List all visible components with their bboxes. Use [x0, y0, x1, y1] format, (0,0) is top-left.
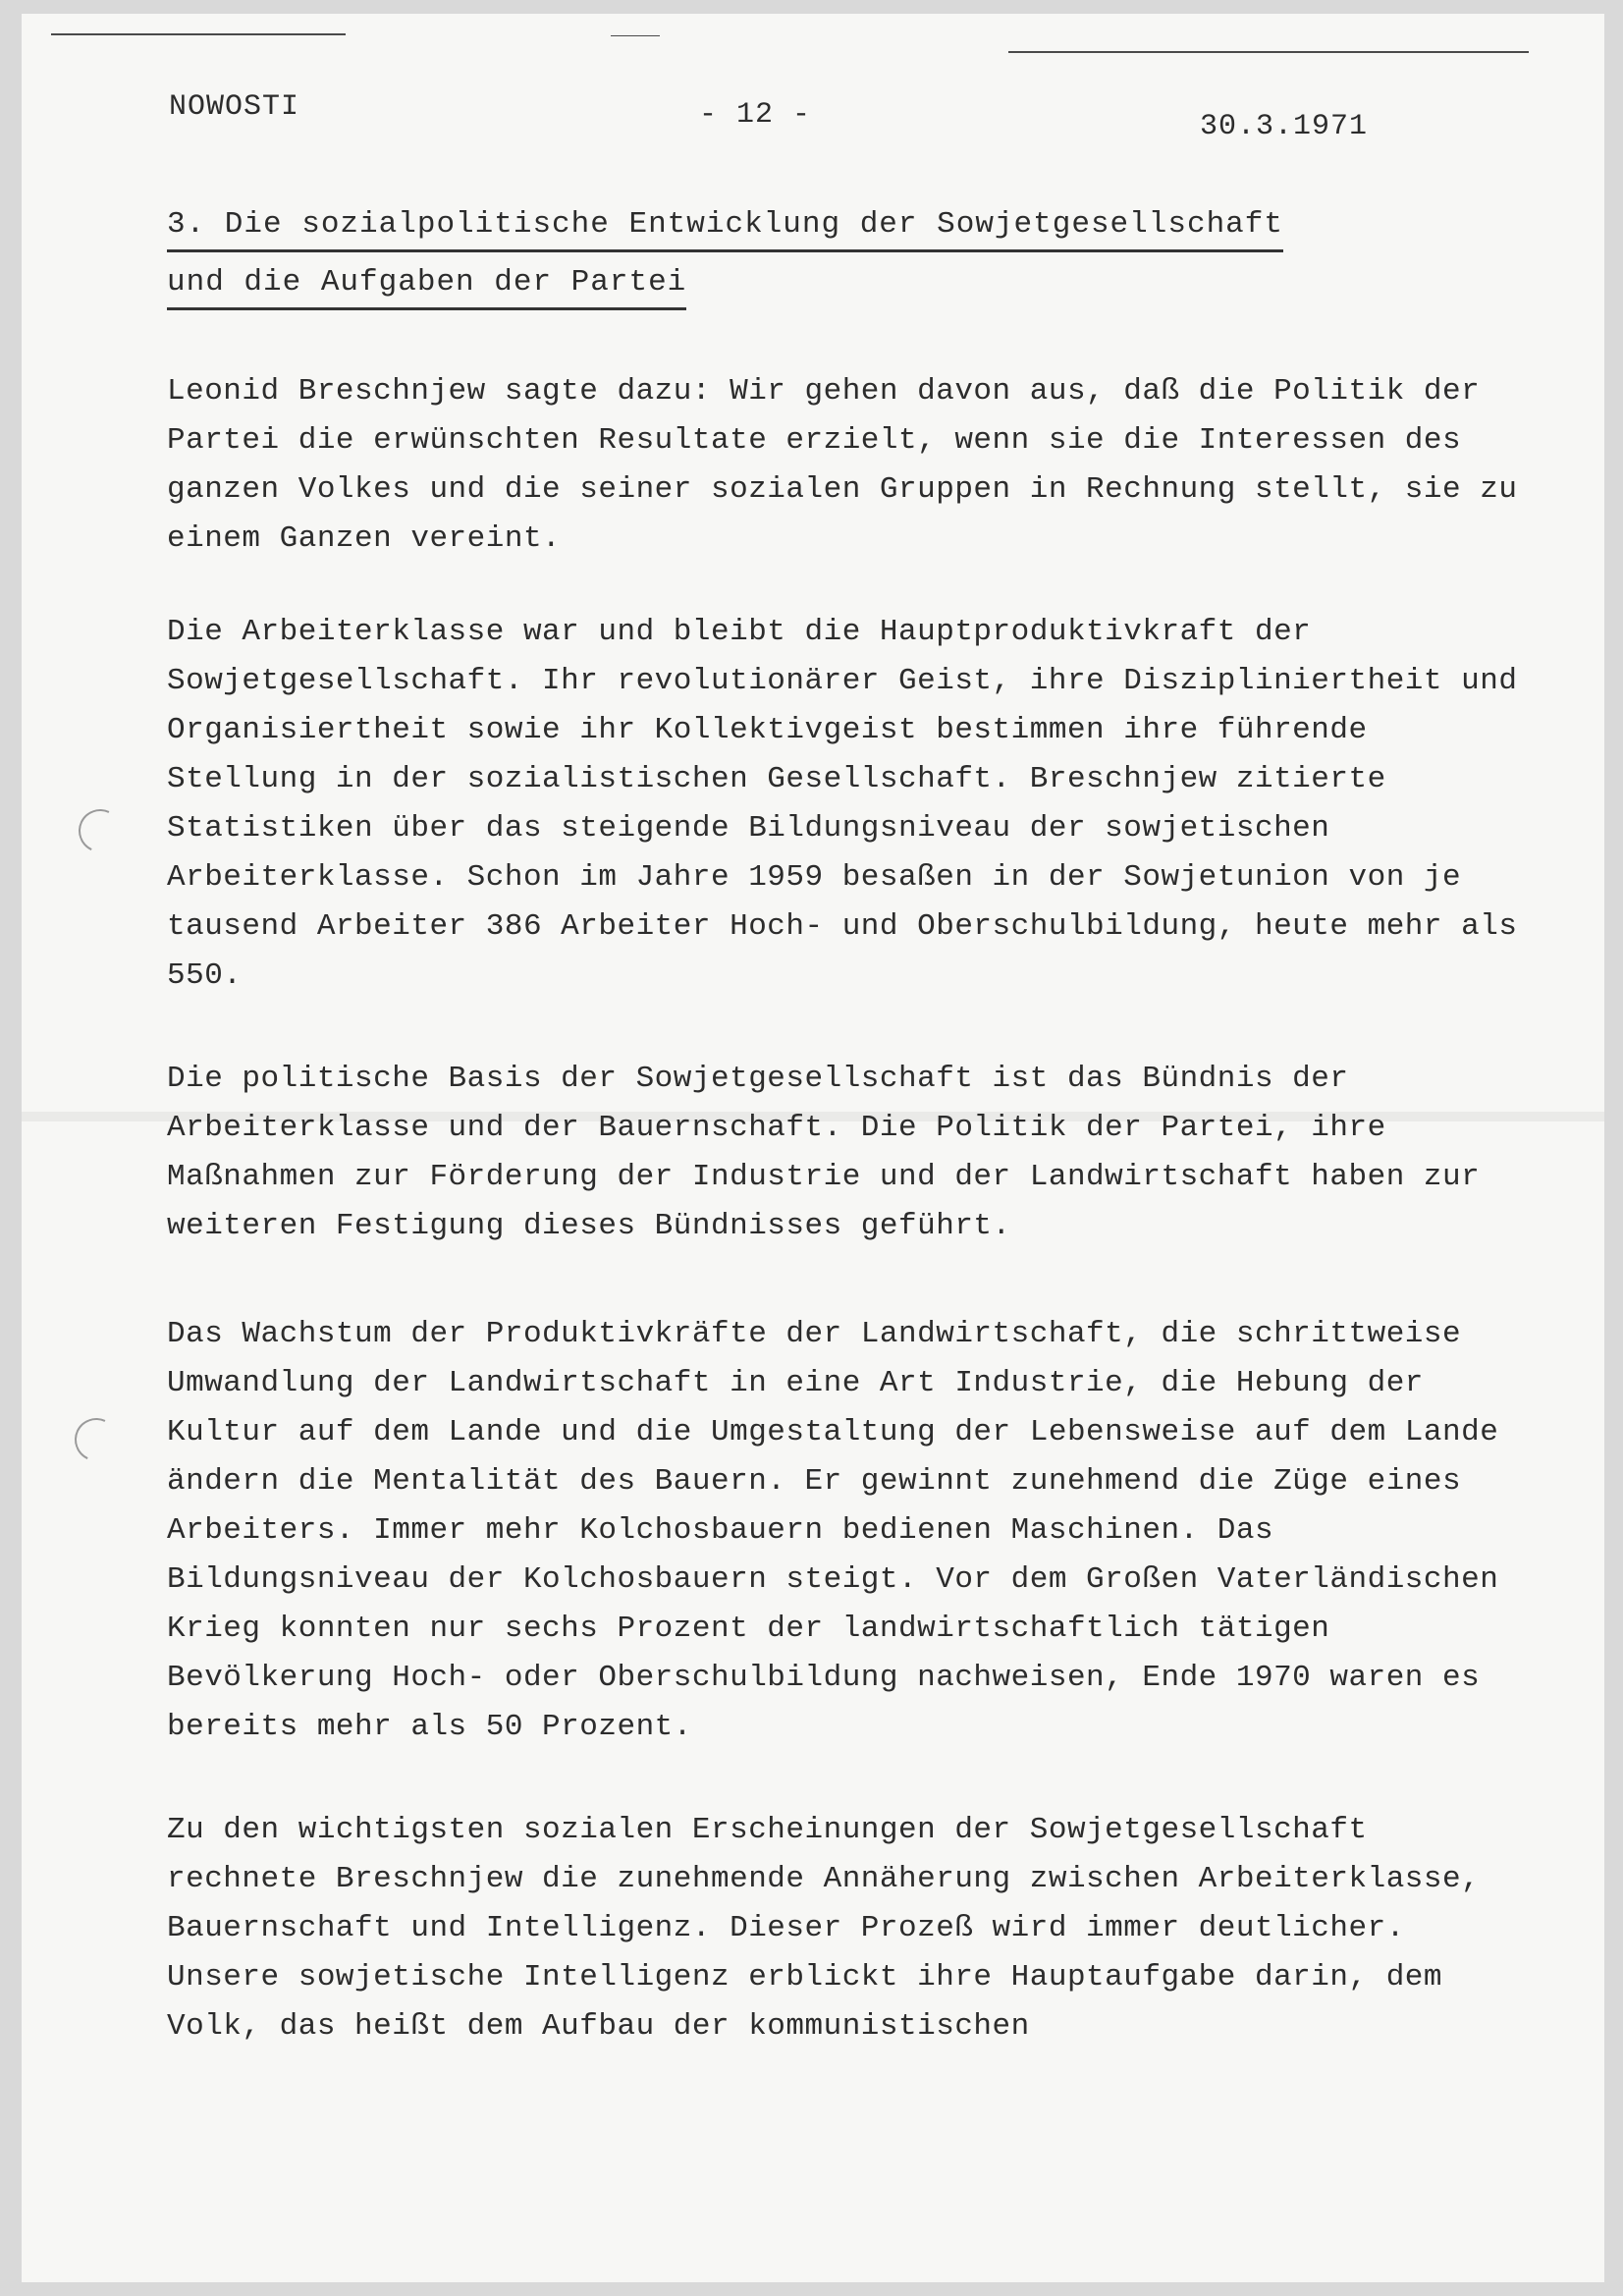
- document-page: [22, 14, 1604, 2282]
- punch-hole-mark: [69, 1412, 124, 1467]
- scan-rule-middle: [611, 35, 660, 36]
- scan-rule-left: [51, 33, 346, 35]
- heading-line-1: 3. Die sozialpolitische Entwicklung der Sowjetgesellschaft: [167, 202, 1283, 252]
- paragraph: Zu den wichtigsten sozialen Erscheinungen der Sowjetgesellschaft rechnete Breschnjew die zunehmende Annäherung zwischen Arbeiterklasse, Bauernschaft und Intelligenz. Dieser Prozeß wird immer deutlicher. Unsere sowjetische Intelligenz erblickt ihre Hauptaufgabe darin, dem Volk, das heißt dem Aufbau der kommunistischen: [167, 1813, 1481, 2044]
- header-date: 30.3.1971: [1200, 110, 1369, 143]
- paragraph: Die politische Basis der Sowjetgesellschaft ist das Bündnis der Arbeiterklasse und der Bauernschaft. Die Politik der Partei, ihre Maßnahmen zur Förderung der Industrie und der Landwirtschaft haben zur weiteren Festigung dieses Bündnisses geführt.: [167, 1062, 1481, 1243]
- section-heading: [167, 202, 1384, 310]
- paragraph: Das Wachstum der Produktivkräfte der Landwirtschaft, die schrittweise Umwandlung der Landwirtschaft in eine Art Industrie, die Hebung der Kultur auf dem Lande und die Umgestaltung der Lebensweise auf dem Lande ändern die Mentalität des Bauern. Er gewinnt zunehmend die Züge eines Arbeiters. Immer mehr Kolchosbauern bedienen Maschinen. Das Bildungsniveau der Kolchosbauern steigt. Vor dem Großen Vaterländischen Krieg konnten nur sechs Prozent der landwirtschaftlich tätigen Bevölkerung Hoch- oder Oberschulbildung nachweisen, Ende 1970 waren es bereits mehr als 50 Prozent.: [167, 1317, 1499, 1744]
- paragraph: Die Arbeiterklasse war und bleibt die Hauptproduktivkraft der Sowjetgesellschaft. Ihr revolutionärer Geist, ihre Diszipliniertheit und Organisiertheit sowie ihr Kollektivgeist bestimmen ihre führende Stellung in der sozialistischen Gesellschaft. Breschnjew zitierte Statistiken über das steigende Bildungsniveau der sowjetischen Arbeiterklasse. Schon im Jahre 1959 besaßen in der Sowjetunion von je tausend Arbeiter 386 Arbeiter Hoch- und Oberschulbildung, heute mehr als 550.: [167, 615, 1518, 993]
- header-agency: NOWOSTI: [169, 90, 300, 124]
- paragraph: Leonid Breschnjew sagte dazu: Wir gehen davon aus, daß die Politik der Partei die erwünschten Resultate erzielt, wenn sie die Interessen des ganzen Volkes und die seiner sozialen Gruppen in Rechnung stellt, sie zu einem Ganzen vereint.: [167, 374, 1518, 556]
- punch-hole-mark: [73, 803, 128, 858]
- heading-line-2: und die Aufgaben der Partei: [167, 260, 686, 310]
- scan-rule-right: [1008, 51, 1529, 53]
- header-page-number: - 12 -: [699, 98, 812, 132]
